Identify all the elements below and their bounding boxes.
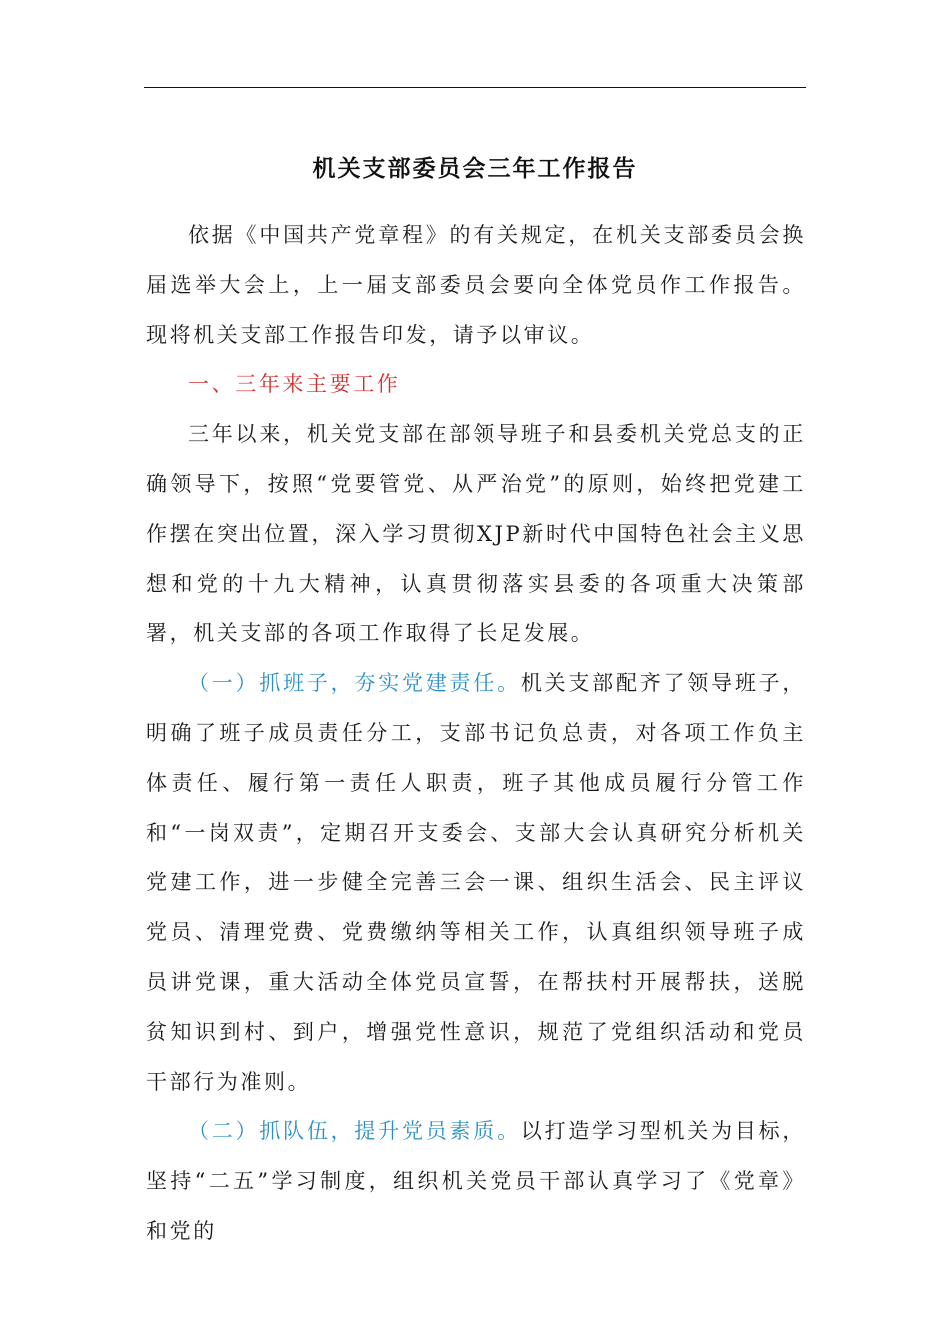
- item2-text: 以打造学习型机关为目标，坚持“二五”学习制度，组织机关党员干部认真学习了《党章》和党的: [146, 1119, 806, 1243]
- item2-heading: （二）抓队伍，提升党员素质。: [188, 1119, 521, 1144]
- item1-text: 机关支部配齐了领导班子，明确了班子成员责任分工，支部书记负总责，对各项工作负主体责任、履行第一责任人职责，班子其他成员履行分管工作和“一岗双责”，定期召开支委会、支部大会认真研究分析机关党建工作，进一步健全完善三会一课、组织生活会、民主评议党员、清理党费、党费缴纳等相关工作，认真组织领导班子成员讲党课，重大活动全体党员宣誓，在帮扶村开展帮扶，送脱贫知识到村、到户，增强党性意识，规范了党组织活动和党员干部行为准则。: [146, 671, 806, 1094]
- overview-paragraph: 三年以来，机关党支部在部领导班子和县委机关党总支的正确领导下，按照“党要管党、从严治党”的原则，始终把党建工作摆在突出位置，深入学习贯彻XJP新时代中国特色社会主义思想和党的十九大精神，认真贯彻落实县委的各项重大决策部署，机关支部的各项工作取得了长足发展。: [146, 422, 806, 646]
- item2-paragraph: [146, 1107, 806, 1256]
- intro-paragraph: 依据《中国共产党章程》的有关规定，在机关支部委员会换届选举大会上，上一届支部委员会要向全体党员作工作报告。现将机关支部工作报告印发，请予以审议。: [146, 223, 806, 347]
- header-rule: [144, 87, 806, 88]
- document-body: [146, 211, 806, 1257]
- section-heading: 一、三年来主要工作: [188, 372, 401, 397]
- item1-paragraph: [146, 659, 806, 1107]
- item1-heading: （一）抓班子，夯实党建责任。: [188, 671, 521, 696]
- document-title: 机关支部委员会三年工作报告: [312, 155, 638, 182]
